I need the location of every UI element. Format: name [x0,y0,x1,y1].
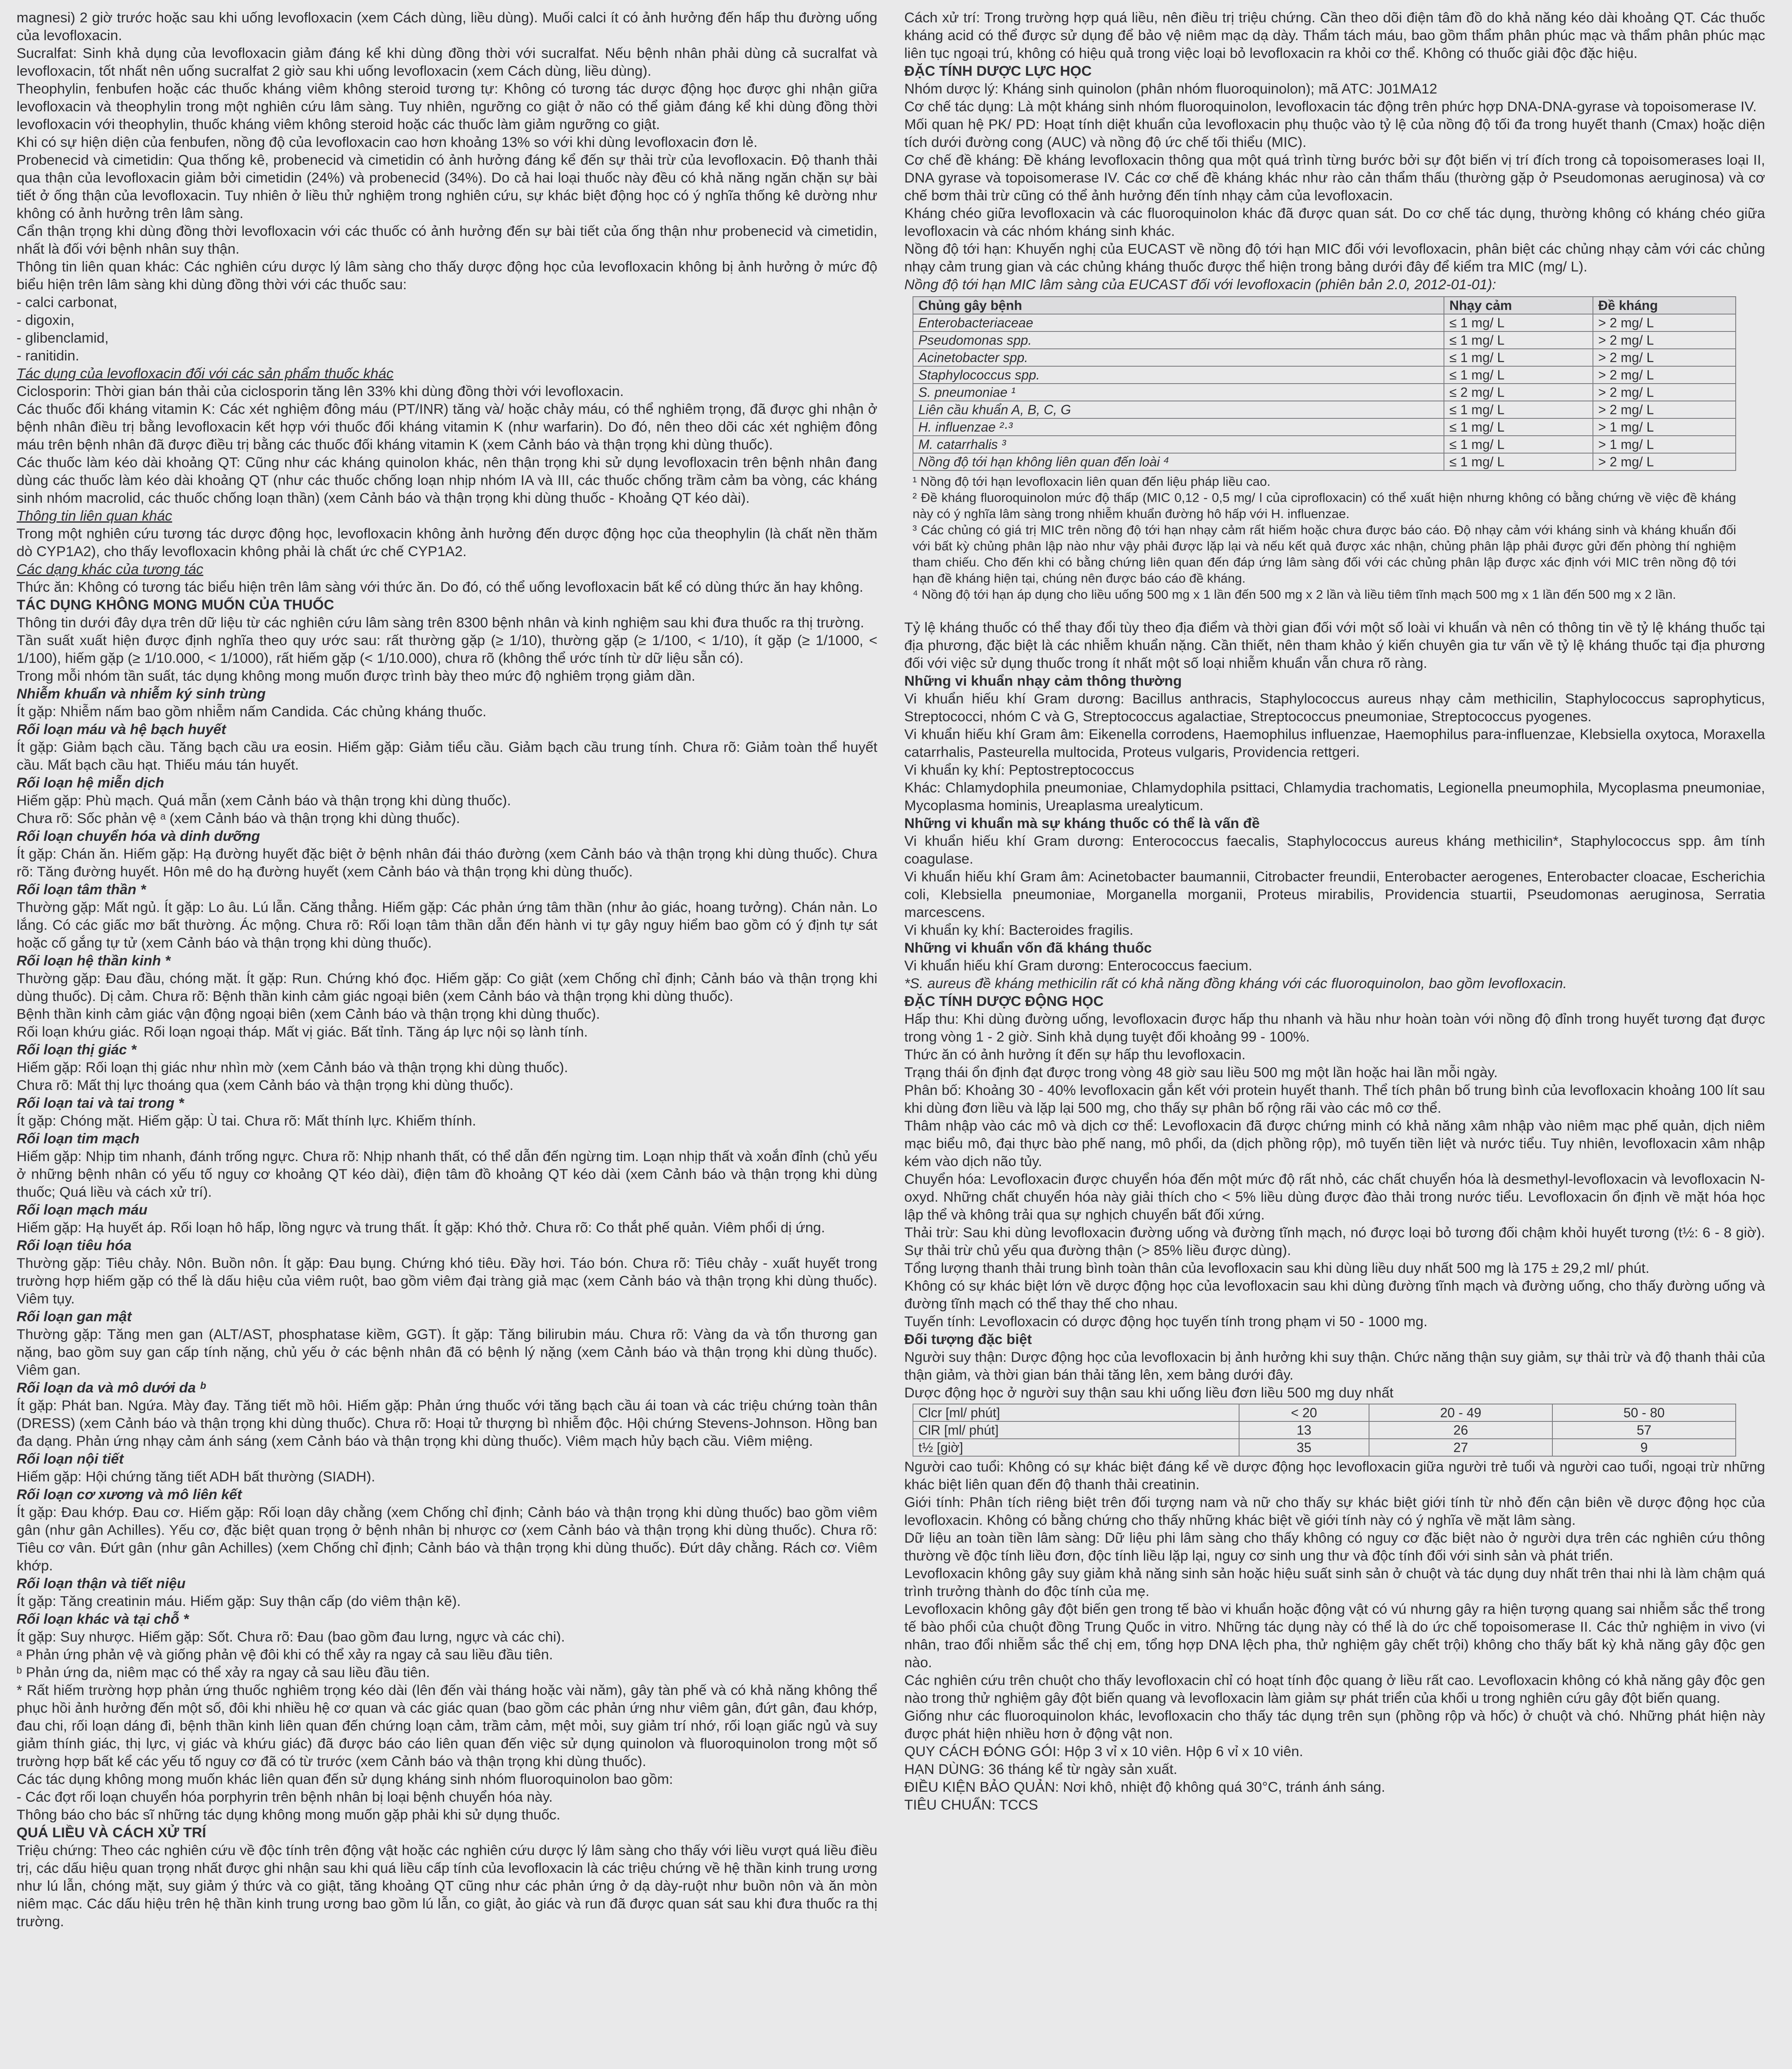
paragraph: Cơ chế đề kháng: Đề kháng levofloxacin thông qua một quá trình từng bước bởi sự đột biến vị trí đích trong cả topoisomerases loại II, DNA gyrase và topoisomerase IV. Các cơ chế đề kháng khác như rào cản thẩm thấu (thường gặp ở Pseudomonas aeruginosa) và cơ chế bơm thải trừ cũng có thể ảnh hưởng đến tính nhạy cảm của levofloxacin. [904,152,1765,204]
paragraph: Thức ăn có ảnh hưởng ít đến sự hấp thu levofloxacin. [904,1047,1246,1063]
paragraph: ĐIỀU KIỆN BẢO QUẢN: Nơi khô, nhiệt độ không quá 30°C, tránh ánh sáng. [904,1779,1386,1795]
table-cell: 20 - 49 [1369,1404,1552,1421]
paragraph: Tác dụng của levofloxacin đối với các sản phẩm thuốc khác [17,366,394,382]
section-heading: Những vi khuẩn mà sự kháng thuốc có thể là vấn đề [904,816,1260,831]
table-row [913,401,1736,418]
subsection-heading: Rối loạn mạch máu [17,1202,148,1218]
paragraph: magnesi) 2 giờ trước hoặc sau khi uống levofloxacin (xem Cách dùng, liều dùng). Muối calci ít có ảnh hưởng đến hấp thu đường uống của levofloxacin. [17,10,877,43]
paragraph: Thường gặp: Đau đầu, chóng mặt. Ít gặp: Run. Chứng khó đọc. Hiếm gặp: Co giật (xem Chống chỉ định; Cảnh báo và thận trọng khi dùng thuốc). Dị cảm. Chưa rõ: Bệnh thần kinh cảm giác ngoại biên (xem Cảnh báo và thận trọng khi dùng thuốc). [17,971,877,1004]
table-row [913,1439,1736,1456]
paragraph: Thông tin liên quan khác [17,508,172,524]
subsection-heading: Rối loạn tim mạch [17,1131,140,1147]
paragraph: Trạng thái ổn định đạt được trong vòng 48 giờ sau liều 500 mg một lần hoặc hai lần mỗi ngày. [904,1065,1498,1080]
subsection-heading: Rối loạn tiêu hóa [17,1238,132,1253]
paragraph: Nhóm dược lý: Kháng sinh quinolon (phân nhóm fluoroquinolon); mã ATC: J01MA12 [904,81,1437,97]
section-heading: ĐẶC TÍNH DƯỢC ĐỘNG HỌC [904,994,1104,1009]
table-cell: ≤ 2 mg/ L [1444,384,1593,401]
section-heading: TÁC DỤNG KHÔNG MONG MUỐN CỦA THUỐC [17,597,334,613]
table-row [913,453,1736,470]
paragraph: Vi khuẩn kỵ khí: Bacteroides fragilis. [904,922,1134,938]
paragraph: Giới tính: Phân tích riêng biệt trên đối tượng nam và nữ cho thấy sự khác biệt giới tính từ nhỏ đến cận biên về dược động học của levofloxacin. Không có bằng chứng cho thấy những khác biệt về giới tính này có ý nghĩa về mặt lâm sàng. [904,1495,1765,1528]
left-column [17,9,877,1931]
table-row [913,1421,1736,1439]
table-cell: Liên cầu khuẩn A, B, C, G [913,401,1444,418]
section-heading: Những vi khuẩn vốn đã kháng thuốc [904,940,1152,956]
table-cell: ≤ 1 mg/ L [1444,314,1593,331]
paragraph: Ít gặp: Tăng creatinin máu. Hiếm gặp: Suy thận cấp (do viêm thận kẽ). [17,1594,461,1609]
table-cell: Acinetobacter spp. [913,349,1444,366]
paragraph: Nồng độ tới hạn: Khuyến nghị của EUCAST về nồng độ tới hạn MIC đối với levofloxacin, phân biệt các chủng nhạy cảm với các chủng nhạy cảm trung gian và các chủng kháng thuốc được thể hiện trong bảng dưới đây để kiểm tra MIC (mg/ L). [904,241,1765,275]
paragraph: Vi khuẩn hiếu khí Gram dương: Enterococcus faecium. [904,958,1252,974]
paragraph: - ranitidin. [17,348,79,364]
subsection-heading: Rối loạn hệ thần kinh * [17,953,171,969]
table-cell: ≤ 1 mg/ L [1444,401,1593,418]
table-footnote: ³ Các chủng có giá trị MIC trên nồng độ tới hạn nhạy cảm rất hiếm hoặc chưa được báo cáo. Độ nhạy cảm với kháng sinh và kháng khuẩn đối với bất kỳ chủng phân lập nào như vậy phải được lặp lại và nếu kết quả được xác nhận, chủng phân lập phải được gửi đến phòng thí nghiệm tham chiếu. Cho đến khi có bằng chứng liên quan đến đáp ứng lâm sàng đối với các chủng phân lập được xác định với MIC trên nồng độ tới hạn đề kháng hiện tại, chúng nên được báo cáo đề kháng. [913,523,1736,586]
table-cell: Enterobacteriaceae [913,314,1444,331]
table-footnote: ¹ Nồng độ tới hạn levofloxacin liên quan đến liệu pháp liều cao. [913,474,1271,489]
table-row [913,384,1736,401]
paragraph: Các nghiên cứu trên chuột cho thấy levofloxacin chỉ có hoạt tính độc quang ở liều rất cao. Levofloxacin không có khả năng gây độc gen nào trong thử nghiệm gây đột biến quang và levofloxacin làm giảm sự phát triển của khối u trong nghiên cứu gây đột biến quang. [904,1673,1765,1706]
paragraph: Các thuốc đối kháng vitamin K: Các xét nghiệm đông máu (PT/INR) tăng và/ hoặc chảy máu, có thể nghiêm trọng, đã được ghi nhận ở bệnh nhân điều trị bằng levofloxacin kết hợp với thuốc đối kháng vitamin K (như warfarin). Do đó, nên theo dõi các xét nghiệm đông máu trên bệnh nhân đã được điều trị bằng các thuốc đối kháng vitamin K (xem Cảnh báo và thận trọng khi dùng thuốc). [17,401,877,453]
table-cell: S. pneumoniae ¹ [913,384,1444,401]
table-cell: 26 [1369,1421,1552,1439]
subsection-heading: Rối loạn hệ miễn dịch [17,775,164,791]
paragraph: Tần suất xuất hiện được định nghĩa theo quy ước sau: rất thường gặp (≥ 1/10), thường gặp (≥ 1/100, < 1/10), ít gặp (≥ 1/1000, < 1/100), hiếm gặp (≥ 1/10.000, < 1/1000), rất hiếm gặp (< 1/10.000), chưa rõ (không thể ước tính từ dữ liệu sẵn có). [17,633,877,666]
paragraph: Hiếm gặp: Phù mạch. Quá mẫn (xem Cảnh báo và thận trọng khi dùng thuốc). [17,793,511,809]
paragraph: ᵇ Phản ứng da, niêm mạc có thể xảy ra ngay cả sau liều đầu tiên. [17,1665,430,1680]
paragraph: Tuyến tính: Levofloxacin có dược động học tuyến tính trong phạm vi 50 - 1000 mg. [904,1314,1428,1330]
paragraph: Cẩn thận trọng khi dùng đồng thời levofloxacin với các thuốc có ảnh hưởng đến sự bài tiết của ống thận như probenecid và cimetidin, nhất là đối với bệnh nhân suy thận. [17,223,877,257]
table-header-cell: Chủng gây bệnh [913,297,1444,314]
paragraph: Bệnh thần kinh cảm giác vận động ngoại biên (xem Cảnh báo và thận trọng khi dùng thuốc). [17,1006,600,1022]
right-bottom-paragraphs [904,1458,1765,1814]
table-cell: > 2 mg/ L [1593,401,1736,418]
paragraph: Probenecid và cimetidin: Qua thống kê, probenecid và cimetidin có ảnh hưởng đáng kể đến sự thải trừ của levofloxacin. Độ thanh thải qua thận của levofloxacin giảm bởi cimetidin (24%) và probenecid (34%). Do cả hai loại thuốc này đều có khả năng ngăn chặn sự bài tiết ở ống thận của levofloxacin. Tuy nhiên ở liều thử nghiệm trong nghiên cứu, sự khác biệt động học có ý nghĩa thống kê dường như không có ảnh hưởng trên lâm sàng. [17,152,877,221]
table-cell: M. catarrhalis ³ [913,436,1444,453]
paragraph: Dữ liệu an toàn tiền lâm sàng: Dữ liệu phi lâm sàng cho thấy không có nguy cơ đặc biệt nào ở người dựa trên các nghiên cứu thông thường về độc tính liều đơn, độc tính liều lặp lại, nguy cơ sinh ung thư và độc tính đối với sinh sản và phát triển. [904,1530,1765,1564]
paragraph: Giống như các fluoroquinolon khác, levofloxacin cho thấy tác dụng trên sụn (phồng rộp và hốc) ở chuột và chó. Những phát hiện này được phát hiện nhiều hơn ở động vật non. [904,1708,1765,1742]
table-cell: 27 [1369,1439,1552,1456]
table-cell: ≤ 1 mg/ L [1444,418,1593,436]
paragraph: QUY CÁCH ĐÓNG GÓI: Hộp 3 vỉ x 10 viên. Hộp 6 vỉ x 10 viên. [904,1744,1303,1759]
paragraph: HẠN DÙNG: 36 tháng kể từ ngày sản xuất. [904,1762,1177,1777]
table-cell: Pseudomonas spp. [913,331,1444,349]
paragraph: Chuyển hóa: Levofloxacin được chuyển hóa đến một mức độ rất nhỏ, các chất chuyển hóa là desmethyl-levofloxacin và levofloxacin N-oxyd. Những chất chuyển hóa này giải thích cho < 5% liều dùng được đào thải trong nước tiểu. Levofloxacin ổn định về mặt hóa học lập thể và không trải qua sự nghịch chuyển bất đối xứng. [904,1171,1765,1223]
table-row [913,418,1736,436]
paragraph: - calci carbonat, [17,295,118,310]
table-cell: > 2 mg/ L [1593,384,1736,401]
table-cell: > 2 mg/ L [1593,349,1736,366]
left-paragraphs [17,9,877,1931]
table-cell: 9 [1552,1439,1736,1456]
table-footnote: ⁴ Nồng độ tới hạn áp dụng cho liều uống 500 mg x 1 lần đến 500 mg x 2 lần và liều tiêm tĩnh mạch 500 mg x 1 lần đến 500 mg x 2 lần. [913,587,1676,602]
paragraph: Cơ chế tác dụng: Là một kháng sinh nhóm fluoroquinolon, levofloxacin tác động trên phức hợp DNA-DNA-gyrase và topoisomerase IV. [904,99,1757,115]
section-heading: Đối tượng đặc biệt [904,1332,1032,1347]
subsection-heading: Rối loạn cơ xương và mô liên kết [17,1487,242,1503]
paragraph: Tổng lượng thanh thải trung bình toàn thân của levofloxacin sau khi dùng liều duy nhất 500 mg là 175 ± 29,2 ml/ phút. [904,1260,1650,1276]
subsection-heading: Rối loạn khác và tại chỗ * [17,1611,189,1627]
paragraph: Khác: Chlamydophila pneumoniae, Chlamydophila psittaci, Chlamydia trachomatis, Legionella pneumophila, Mycoplasma pneumoniae, Mycoplasma hominis, Ureaplasma urealyticum. [904,780,1765,814]
paragraph: Các dạng khác của tương tác [17,562,204,577]
subsection-heading: Rối loạn máu và hệ bạch huyết [17,722,226,737]
table-cell: Staphylococcus spp. [913,366,1444,384]
paragraph: Vi khuẩn hiếu khí Gram dương: Enterococcus faecalis, Staphylococcus aureus kháng methicilin*, Staphylococcus spp. âm tính coagulase. [904,833,1765,867]
table-header-cell: Nhạy cảm [1444,297,1593,314]
paragraph: Vi khuẩn hiếu khí Gram âm: Eikenella corrodens, Haemophilus influenzae, Haemophilus para-influenzae, Klebsiella oxytoca, Moraxella catarrhalis, Pasteurella multocida, Proteus vulgaris, Providencia rettgeri. [904,727,1765,760]
paragraph: Khi có sự hiện diện của fenbufen, nồng độ của levofloxacin cao hơn khoảng 13% so với khi dùng levofloxacin đơn lẻ. [17,134,758,150]
paragraph: *S. aureus đề kháng methicilin rất có khả năng đồng kháng với các fluoroquinolon, bao gồm levofloxacin. [904,976,1567,991]
table-cell: 35 [1239,1439,1369,1456]
table-cell: 13 [1239,1421,1369,1439]
paragraph: Hiếm gặp: Hội chứng tăng tiết ADH bất thường (SIADH). [17,1469,375,1485]
paragraph: Người suy thận: Dược động học của levofloxacin bị ảnh hưởng khi suy thận. Chức năng thận suy giảm, sự thải trừ và độ thanh thải của thận giảm, và thời gian bán thải tăng lên, xem bảng dưới đây. [904,1349,1765,1383]
paragraph: Levofloxacin không gây suy giảm khả năng sinh sản hoặc hiệu suất sinh sản ở chuột và tác dụng duy nhất trên thai nhi là làm chậm quá trình trưởng thành do độc tính của mẹ. [904,1566,1765,1599]
paragraph: Ciclosporin: Thời gian bán thải của ciclosporin tăng lên 33% khi dùng đồng thời với levofloxacin. [17,384,624,399]
table-row [913,314,1736,331]
section-heading: Những vi khuẩn nhạy cảm thông thường [904,673,1182,689]
right-top-paragraphs [904,9,1765,294]
paragraph: Phân bố: Khoảng 30 - 40% levofloxacin gắn kết với protein huyết thanh. Thể tích phân bố trung bình của levofloxacin khoảng 100 lít sau khi dùng đơn liều và lặp lại 500 mg, cho thấy sự phân bố rộng rãi vào các mô cơ thể. [904,1083,1765,1116]
subsection-heading: Rối loạn tai và tai trong * [17,1095,184,1111]
table-cell: t½ [giờ] [913,1439,1239,1456]
paragraph: Levofloxacin không gây đột biến gen trong tế bào vi khuẩn hoặc động vật có vú nhưng gây ra hiện tượng quang sai nhiễm sắc thể trong tế bào phổi của chuột đồng Trung Quốc in vitro. Những tác dụng này có thể là do ức chế topoisomerase II. Các thử nghiệm in vivo (vi nhân, trao đổi nhiễm sắc thể chị em, tổng hợp DNA lệch pha, thử nghiệm gây chết trội) không cho thấy bất kỳ khả năng gây độc gen nào. [904,1601,1765,1671]
table-cell: ≤ 1 mg/ L [1444,453,1593,470]
subsection-heading: Rối loạn thị giác * [17,1042,137,1058]
paragraph: TIÊU CHUẨN: TCCS [904,1797,1038,1813]
table-cell: > 2 mg/ L [1593,314,1736,331]
paragraph: Trong một nghiên cứu tương tác dược động học, levofloxacin không ảnh hưởng đến dược động học của theophylin (là chất nền thăm dò CYP1A2), cho thấy levofloxacin không phải là chất ức chế CYP1A2. [17,526,877,559]
paragraph: Rối loạn khứu giác. Rối loạn ngoại tháp. Mất vị giác. Bất tỉnh. Tăng áp lực nội sọ lành tính. [17,1024,588,1040]
paragraph: Thường gặp: Mất ngủ. Ít gặp: Lo âu. Lú lẫn. Căng thẳng. Hiếm gặp: Các phản ứng tâm thần (như ảo giác, hoang tưởng). Chán nản. Lo lắng. Có các giấc mơ bất thường. Ác mộng. Chưa rõ: Rối loạn tâm thần dẫn đến hành vi tự gây nguy hiểm bao gồm có ý định tự sát hoặc cố gắng tự tử (xem Cảnh báo và thận trọng khi dùng thuốc). [17,900,877,951]
paragraph: Thải trừ: Sau khi dùng levofloxacin đường uống và đường tĩnh mạch, nó được loại bỏ tương đối chậm khỏi huyết tương (t½: 6 - 8 giờ). Sự thải trừ chủ yếu qua đường thận (> 85% liều được dùng). [904,1225,1765,1258]
paragraph: Hiếm gặp: Nhịp tim nhanh, đánh trống ngực. Chưa rõ: Nhịp nhanh thất, có thể dẫn đến ngừng tim. Loạn nhịp thất và xoắn đỉnh (chủ yếu ở những bệnh nhân có yếu tố nguy cơ khoảng QT kéo dài), điện tâm đồ khoảng QT kéo dài (xem Cảnh báo và thận trọng khi dùng thuốc; Quá liều và cách xử trí). [17,1149,877,1200]
subsection-heading: Rối loạn tâm thần * [17,882,146,898]
subsection-heading: Rối loạn da và mô dưới da ᵇ [17,1380,206,1396]
paragraph: Ít gặp: Nhiễm nấm bao gồm nhiễm nấm Candida. Các chủng kháng thuốc. [17,704,487,720]
paragraph: Kháng chéo giữa levofloxacin và các fluoroquinolon khác đã được quan sát. Do cơ chế tác dụng, thường không có kháng chéo giữa levofloxacin và các nhóm kháng sinh khác. [904,206,1765,239]
paragraph: Cách xử trí: Trong trường hợp quá liều, nên điều trị triệu chứng. Cần theo dõi điện tâm đồ do khả năng kéo dài khoảng QT. Các thuốc kháng acid có thể được sử dụng để bảo vệ niêm mạc dạ dày. Thẩm tách máu, bao gồm thẩm phân phúc mạc và thẩm phân phúc mạc liên tục ngoại trú, không có hiệu quả trong việc loại bỏ levofloxacin ra khỏi cơ thể. Không có thuốc giải độc đặc hiệu. [904,10,1765,61]
table-header-cell: Đề kháng [1593,297,1736,314]
table-cell: ClR [ml/ phút] [913,1421,1239,1439]
paragraph: Mối quan hệ PK/ PD: Hoạt tính diệt khuẩn của levofloxacin phụ thuộc vào tỷ lệ của nồng độ tối đa trong huyết thanh (Cmax) hoặc diện tích dưới đường cong (AUC) và nồng độ ức chế tối thiểu (MIC). [904,117,1765,150]
subsection-heading: Rối loạn chuyển hóa và dinh dưỡng [17,828,260,844]
table-row [913,349,1736,366]
table-footnote: ² Đề kháng fluoroquinolon mức độ thấp (MIC 0,12 - 0,5 mg/ l của ciprofloxacin) có thể xuất hiện nhưng không có bằng chứng về việc đề kháng này có ý nghĩa lâm sàng trong nhiễm khuẩn đường hô hấp với H. influenzae. [913,490,1736,521]
table-row [913,331,1736,349]
paragraph: Thông báo cho bác sĩ những tác dụng không mong muốn gặp phải khi sử dụng thuốc. [17,1807,561,1823]
table-row [913,1404,1736,1421]
paragraph: Theophylin, fenbufen hoặc các thuốc kháng viêm không steroid tương tự: Không có tương tác dược động học được ghi nhận giữa levofloxacin và theophylin trong một nghiên cứu lâm sàng. Tuy nhiên, ngưỡng co giật ở não có thể giảm đáng kể khi dùng đồng thời levofloxacin với theophylin, thuốc kháng viêm không steroid hoặc các thuốc làm giảm ngưỡng co giật. [17,81,877,132]
paragraph: * Rất hiếm trường hợp phản ứng thuốc nghiêm trọng kéo dài (lên đến vài tháng hoặc vài năm), gây tàn phế và có khả năng không thể phục hồi ảnh hưởng đến một số, đôi khi nhiều hệ cơ quan và các giác quan (bao gồm các phản ứng như viêm gân, đứt gân, đau khớp, đau chi, rối loạn dáng đi, bệnh thần kinh liên quan đến chứng loạn cảm, trầm cảm, mệt mỏi, suy giảm trí nhớ, rối loạn giấc ngủ và suy giảm thính giác, thị lực, vị giác và khứu giác) đã được báo cáo liên quan đến việc sử dụng quinolon và fluoroquinolon trong một số trường hợp bất kể các yếu tố nguy cơ đã có từ trước (xem Cảnh báo và thận trọng khi dùng thuốc). [17,1683,877,1769]
paragraph: Triệu chứng: Theo các nghiên cứu về độc tính trên động vật hoặc các nghiên cứu dược lý lâm sàng cho thấy với liều vượt quá liều điều trị, các dấu hiệu quan trọng nhất được ghi nhận sau khi quá liều cấp tính của levofloxacin là các triệu chứng về hệ thần kinh trung ương như lú lẫn, chóng mặt, suy giảm ý thức và co giật, tăng khoảng QT cũng như các phản ứng ở dạ dày-ruột như buồn nôn và ăn mòn niêm mạc. Các dấu hiệu trên hệ thần kinh trung ương bao gồm lú lẫn, co giật, ảo giác và run đã được quan sát sau khi đưa thuốc ra thị trường. [17,1843,877,1930]
table-cell: > 2 mg/ L [1593,366,1736,384]
paragraph: Hiếm gặp: Rối loạn thị giác như nhìn mờ (xem Cảnh báo và thận trọng khi dùng thuốc). [17,1060,568,1075]
paragraph: Vi khuẩn kỵ khí: Peptostreptococcus [904,762,1134,778]
paragraph: Không có sự khác biệt lớn về dược động học của levofloxacin sau khi dùng đường tĩnh mạch và đường uống, cho thấy đường uống và đường tĩnh mạch có thể thay thế cho nhau. [904,1278,1765,1312]
paragraph: Người cao tuổi: Không có sự khác biệt đáng kể về dược động học levofloxacin giữa người trẻ tuổi và người cao tuổi, ngoại trừ những khác biệt liên quan đến độ thanh thải creatinin. [904,1459,1765,1493]
table-cell: 50 - 80 [1552,1404,1736,1421]
renal-pk-table [913,1404,1736,1457]
table-cell: ≤ 1 mg/ L [1444,331,1593,349]
table-row [913,366,1736,384]
paragraph: Nồng độ tới hạn MIC lâm sàng của EUCAST đối với levofloxacin (phiên bản 2.0, 2012-01-01): [904,277,1497,293]
paragraph: - Các đợt rối loạn chuyển hóa porphyrin trên bệnh nhân bị loại bệnh chuyển hóa này. [17,1789,553,1805]
mic-breakpoint-table [913,296,1736,471]
paragraph: - glibenclamid, [17,330,109,346]
table-header-row [913,297,1736,314]
paragraph: Ít gặp: Phát ban. Ngứa. Mày đay. Tăng tiết mồ hôi. Hiếm gặp: Phản ứng thuốc với tăng bạch cầu ái toan và các triệu chứng toàn thân (DRESS) (xem Cảnh báo và thận trọng khi dùng thuốc). Chưa rõ: Hoại tử thượng bì nhiễm độc. Hội chứng Stevens-Johnson. Hồng ban đa dạng. Phản ứng nhạy cảm ánh sáng (xem Cảnh báo và thận trọng khi dùng thuốc). Viêm mạch hủy bạch cầu. Viêm miệng. [17,1398,877,1449]
subsection-heading: Rối loạn nội tiết [17,1451,124,1467]
paragraph: Vi khuẩn hiếu khí Gram dương: Bacillus anthracis, Staphylococcus aureus nhạy cảm methicilin, Staphylococcus saprophyticus, Streptococci, nhóm C và G, Streptococcus agalactiae, Streptococcus pneumoniae, Streptococcus pyogenes. [904,691,1765,725]
table-cell: ≤ 1 mg/ L [1444,366,1593,384]
paragraph: Ít gặp: Đau khớp. Đau cơ. Hiếm gặp: Rối loạn dây chằng (xem Chống chỉ định; Cảnh báo và thận trọng khi dùng thuốc) bao gồm viêm gân (như gân Achilles). Yếu cơ, đặc biệt quan trọng ở bệnh nhân bị nhược cơ (xem Cảnh báo và thận trọng khi dùng thuốc). Chưa rõ: Tiêu cơ vân. Đứt gân (như gân Achilles) (xem Chống chỉ định; Cảnh báo và thận trọng khi dùng thuốc). Đứt dây chằng. Rách cơ. Viêm khớp. [17,1505,877,1574]
table-cell: ≤ 1 mg/ L [1444,349,1593,366]
mic-table-notes [913,473,1736,602]
section-heading: ĐẶC TÍNH DƯỢC LỰC HỌC [904,63,1092,79]
paragraph: ᵃ Phản ứng phản vệ và giống phản vệ đôi khi có thể xảy ra ngay cả sau liều đầu tiên. [17,1647,553,1663]
table-cell: H. influenzae ²·³ [913,418,1444,436]
paragraph: Ít gặp: Chóng mặt. Hiếm gặp: Ù tai. Chưa rõ: Mất thính lực. Khiếm thính. [17,1113,476,1129]
paragraph: Thông tin dưới đây dựa trên dữ liệu từ các nghiên cứu lâm sàng trên 8300 bệnh nhân và kinh nghiệm sau khi đưa thuốc ra thị trường. [17,615,865,631]
paragraph: Thâm nhập vào các mô và dịch cơ thể: Levofloxacin đã được chứng minh có khả năng xâm nhập vào niêm mạc phế quản, dịch niêm mạc biểu mô, đại thực bào phế nang, mô phổi, da (dịch phồng rộp), mô tuyến tiền liệt và nước tiểu. Tuy nhiên, levofloxacin xâm nhập kém vào dịch não tủy. [904,1118,1765,1169]
paragraph: Các thuốc làm kéo dài khoảng QT: Cũng như các kháng quinolon khác, nên thận trọng khi sử dụng levofloxacin trên bệnh nhân đang dùng các thuốc làm kéo dài khoảng QT (như các thuốc chống loạn nhịp nhóm IA và III, các thuốc chống trầm cảm ba vòng, các kháng sinh nhóm macrolid, các thuốc chống loạn thần) (xem Cảnh báo và thận trọng khi dùng thuốc - Khoảng QT kéo dài). [17,455,877,506]
paragraph: Ít gặp: Chán ăn. Hiếm gặp: Hạ đường huyết đặc biệt ở bệnh nhân đái tháo đường (xem Cảnh báo và thận trọng khi dùng thuốc). Chưa rõ: Tăng đường huyết. Hôn mê do hạ đường huyết (xem Cảnh báo và thận trọng khi dùng thuốc). [17,846,877,880]
paragraph: Dược động học ở người suy thận sau khi uống liều đơn liều 500 mg duy nhất [904,1385,1393,1401]
subsection-heading: Nhiễm khuẩn và nhiễm ký sinh trùng [17,686,266,702]
table-cell: Clcr [ml/ phút] [913,1404,1239,1421]
paragraph: Sucralfat: Sinh khả dụng của levofloxacin giảm đáng kể khi dùng đồng thời với sucralfat. Nếu bệnh nhân phải dùng cả sucralfat và levofloxacin, tốt nhất nên uống sucralfat 2 giờ sau khi uống levofloxacin (xem Cách dùng, liều dùng). [17,46,877,79]
table-cell: 57 [1552,1421,1736,1439]
table-cell: > 1 mg/ L [1593,418,1736,436]
table-cell: > 2 mg/ L [1593,453,1736,470]
paragraph: Hiếm gặp: Hạ huyết áp. Rối loạn hô hấp, lồng ngực và trung thất. Ít gặp: Khó thở. Chưa rõ: Co thắt phế quản. Viêm phổi dị ứng. [17,1220,825,1236]
paragraph: Trong mỗi nhóm tần suất, tác dụng không mong muốn được trình bày theo mức độ nghiêm trọng giảm dần. [17,668,696,684]
paragraph: Tỷ lệ kháng thuốc có thể thay đổi tùy theo địa điểm và thời gian đối với một số loài vi khuẩn và nên có thông tin về tỷ lệ kháng thuốc tại địa phương, đặc biệt là các nhiễm khuẩn nặng. Cần thiết, nên tham khảo ý kiến chuyên gia tư vấn về tỷ lệ kháng thuốc tại địa phương đối với việc sử dụng thuốc trong ít nhất một số loại nhiễm khuẩn vẫn chưa rõ ràng. [904,620,1765,671]
paragraph: Hấp thu: Khi dùng đường uống, levofloxacin được hấp thu nhanh và hầu như hoàn toàn với nồng độ đỉnh trong huyết tương đạt được trong vòng 1 - 2 giờ. Sinh khả dụng tuyệt đối khoảng 99 - 100%. [904,1011,1765,1045]
table-cell: ≤ 1 mg/ L [1444,436,1593,453]
paragraph: Thức ăn: Không có tương tác biểu hiện trên lâm sàng với thức ăn. Do đó, có thể uống levofloxacin bất kể có dùng thức ăn hay không. [17,579,863,595]
paragraph: Vi khuẩn hiếu khí Gram âm: Acinetobacter baumannii, Citrobacter freundii, Enterobacter aerogenes, Enterobacter cloacae, Escherichia coli, Klebsiella pneumoniae, Morganella morganii, Proteus mirabilis, Providencia stuartii, Pseudomonas aeruginosa, Serratia marcescens. [904,869,1765,920]
section-heading: QUÁ LIỀU VÀ CÁCH XỬ TRÍ [17,1825,206,1841]
paragraph: Thường gặp: Tăng men gan (ALT/AST, phosphatase kiềm, GGT). Ít gặp: Tăng bilirubin máu. Chưa rõ: Vàng da và tổn thương gan nặng, bao gồm suy gan cấp tính nặng, chủ yếu ở các bệnh nhân đã có bệnh lý nặng (xem Cảnh báo và thận trọng khi dùng thuốc). Viêm gan. [17,1327,877,1378]
right-column [904,9,1765,1814]
paragraph: Ít gặp: Suy nhược. Hiếm gặp: Sốt. Chưa rõ: Đau (bao gồm đau lưng, ngực và các chi). [17,1629,565,1645]
table-row [913,436,1736,453]
paragraph: Thường gặp: Tiêu chảy. Nôn. Buồn nôn. Ít gặp: Đau bụng. Chứng khó tiêu. Đầy hơi. Táo bón. Chưa rõ: Tiêu chảy - xuất huyết trong trường hợp hiếm gặp có thể là dấu hiệu của viêm ruột, bao gồm viêm đại tràng giả mạc (xem Cảnh báo và thận trọng khi dùng thuốc). Viêm tụy. [17,1255,877,1307]
subsection-heading: Rối loạn gan mật [17,1309,132,1325]
table-cell: < 20 [1239,1404,1369,1421]
subsection-heading: Rối loạn thận và tiết niệu [17,1576,186,1591]
paragraph: Ít gặp: Giảm bạch cầu. Tăng bạch cầu ưa eosin. Hiếm gặp: Giảm tiểu cầu. Giảm bạch cầu trung tính. Chưa rõ: Giảm toàn thể huyết cầu. Mất bạch cầu hạt. Thiếu máu tán huyết. [17,739,877,773]
paragraph: Chưa rõ: Mất thị lực thoáng qua (xem Cảnh báo và thận trọng khi dùng thuốc). [17,1078,514,1093]
table-cell: Nồng độ tới hạn không liên quan đến loài ⁴ [913,453,1444,470]
paragraph: - digoxin, [17,312,74,328]
table-cell: > 1 mg/ L [1593,436,1736,453]
table-cell: > 2 mg/ L [1593,331,1736,349]
paragraph: Các tác dụng không mong muốn khác liên quan đến sử dụng kháng sinh nhóm fluoroquinolon bao gồm: [17,1771,673,1787]
paragraph: Chưa rõ: Sốc phản vệ ᵃ (xem Cảnh báo và thận trọng khi dùng thuốc). [17,811,460,826]
paragraph: Thông tin liên quan khác: Các nghiên cứu dược lý lâm sàng cho thấy dược động học của levofloxacin không bị ảnh hưởng ở mức độ biểu hiện trên lâm sàng khi dùng đồng thời với các thuốc sau: [17,259,877,293]
right-mid-paragraphs [904,619,1765,1402]
